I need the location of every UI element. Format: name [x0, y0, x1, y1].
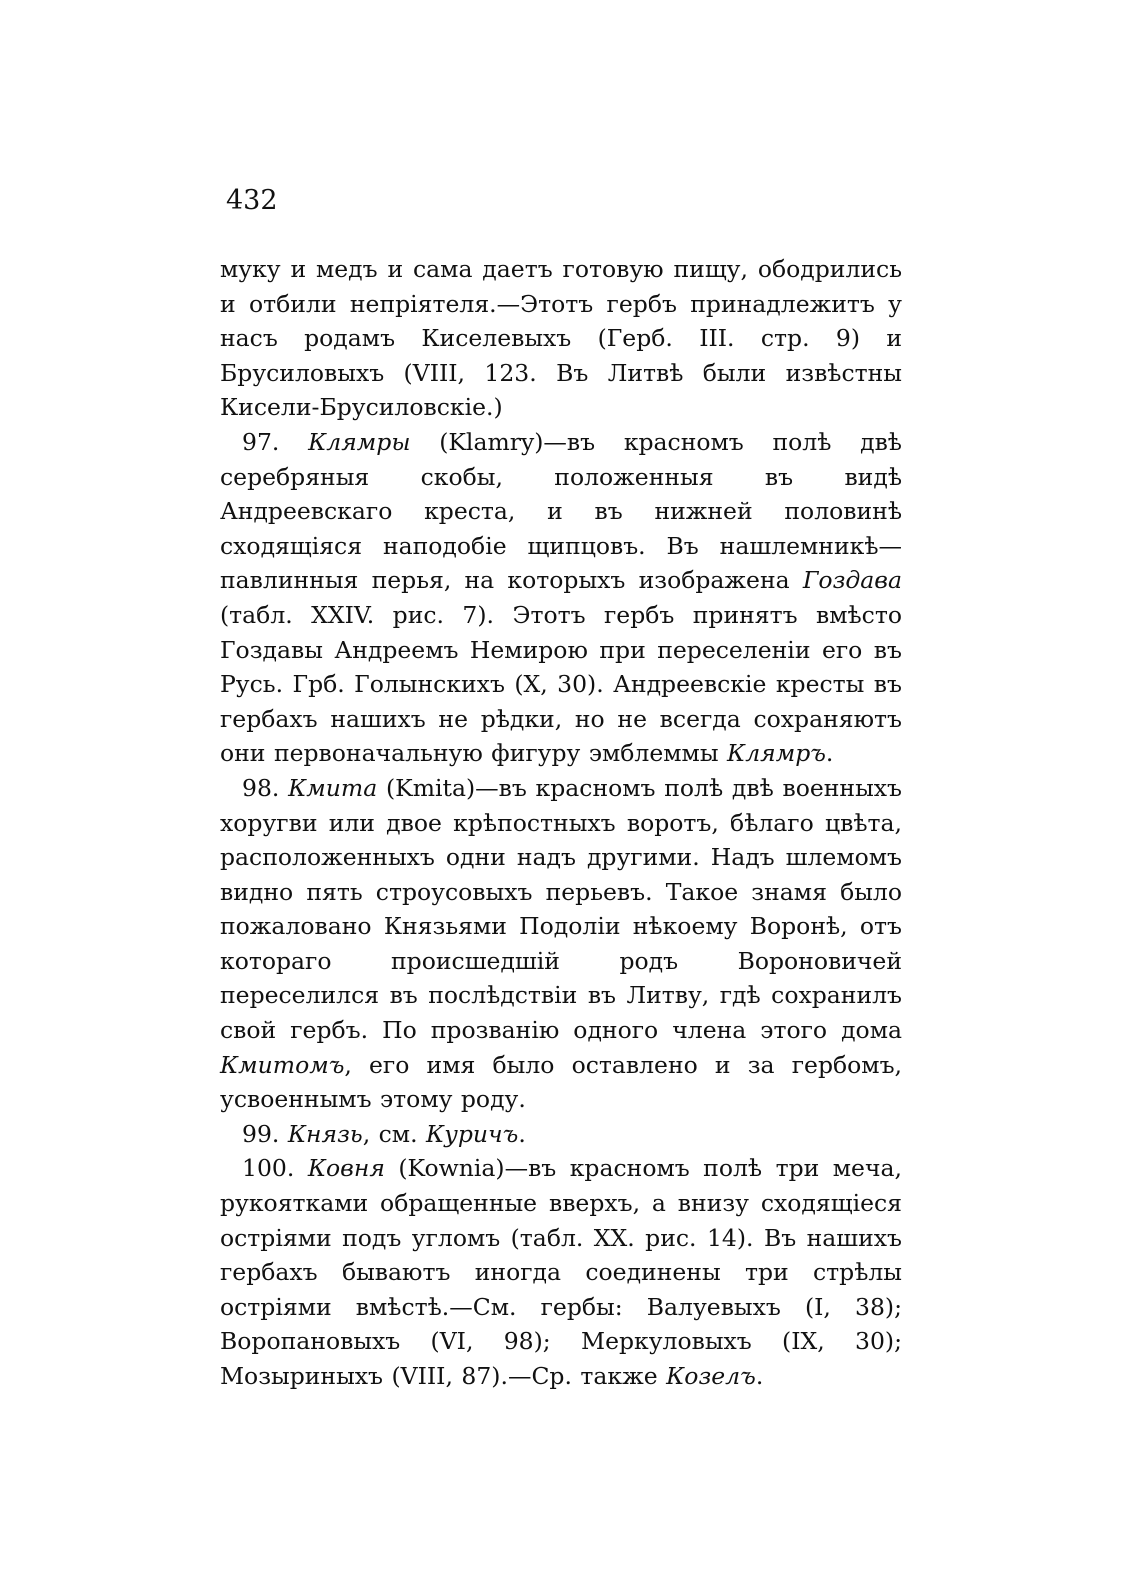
entry-99-ref-kurich: Куричъ [426, 1119, 519, 1148]
entry-99-name: Князь [287, 1119, 363, 1148]
entry-97-name: Клямры [308, 427, 411, 456]
entry-97-text-2: (табл. XXIV. рис. 7). Этотъ гербъ принятъ вмѣсто Гоздавы Андреемъ Немирою при переселеніи его въ Русь. Грб. Голынскихъ (X, 30). Андреевскіе кресты въ гербахъ нашихъ не рѣдки, но не всегда сохраняютъ они первоначальную фигуру эмблеммы [220, 600, 902, 768]
entry-97 [220, 425, 902, 771]
entry-97-end: . [825, 739, 834, 768]
entry-100-number: 100. [242, 1154, 295, 1183]
entry-99-end: . [518, 1119, 526, 1148]
entry-98-number: 98. [242, 773, 280, 802]
entry-100-end: . [755, 1362, 764, 1390]
entry-98 [220, 771, 902, 1117]
entry-98-text-2: , его имя было оставлено и за гербомъ, усвоеннымъ этому роду. [220, 1050, 902, 1114]
entry-97-ref-klyamr: Клямръ [727, 739, 826, 768]
page-number: 432 [226, 185, 278, 216]
continuation-paragraph: муку и медъ и сама даетъ готовую пищу, ободрились и отбили непріятеля.—Этотъ гербъ принадлежитъ у насъ родамъ Киселевыхъ (Герб. III. стр. 9) и Брусиловыхъ (VIII, 123. Въ Литвѣ были извѣстны Кисели-Брусиловскіе.) [220, 255, 902, 422]
entry-100-ref-kozel: Козелъ [666, 1362, 756, 1390]
entry-97-ref-gozdava: Гоздава [802, 566, 902, 595]
entry-99 [220, 1117, 902, 1152]
entry-98-ref-kmitom: Кмитомъ [220, 1050, 345, 1079]
entry-99-number: 99. [242, 1119, 280, 1148]
article-text [220, 252, 902, 1394]
entry-100-text: (Kownia)—въ красномъ полѣ три меча, рукоятками обращенные вверхъ, а внизу сходящіеся остріями подъ угломъ (табл. XX. рис. 14). Въ нашихъ гербахъ бываютъ иногда соединены три стрѣлы остріями вмѣстѣ.—См. гербы: Валуевыхъ (I, 38); Воропановыхъ (VI, 98); Меркуловыхъ (IX, 30); Мозыриныхъ (VIII, 87).—Ср. также [220, 1154, 902, 1390]
entry-97-text: (Klamry)—въ красномъ полѣ двѣ серебряныя скобы, положенныя въ видѣ Андреевскаго креста, и въ нижней половинѣ сходящіяся наподобіе щипцовъ. Въ нашлемникѣ—павлинныя перья, на которыхъ изображена [220, 427, 902, 595]
entry-97-number: 97. [242, 427, 280, 456]
entry-98-text: (Kmita)—въ красномъ полѣ двѣ военныхъ хоругви или двое крѣпостныхъ воротъ, бѣлаго цвѣта, расположенныхъ одни надъ другими. Надъ шлемомъ видно пять строусовыхъ перьевъ. Такое знамя было пожаловано Князьями Подоліи нѣкоему Воронѣ, отъ котораго происшедшій родъ Вороновичей переселился въ послѣдствіи въ Литву, гдѣ сохранилъ свой гербъ. По прозванію одного члена этого дома [220, 773, 902, 1045]
entry-100-name: Ковня [307, 1154, 385, 1183]
entry-100 [220, 1151, 902, 1393]
entry-98-name: Кмита [288, 773, 378, 802]
entry-99-text: , см. [362, 1119, 418, 1148]
